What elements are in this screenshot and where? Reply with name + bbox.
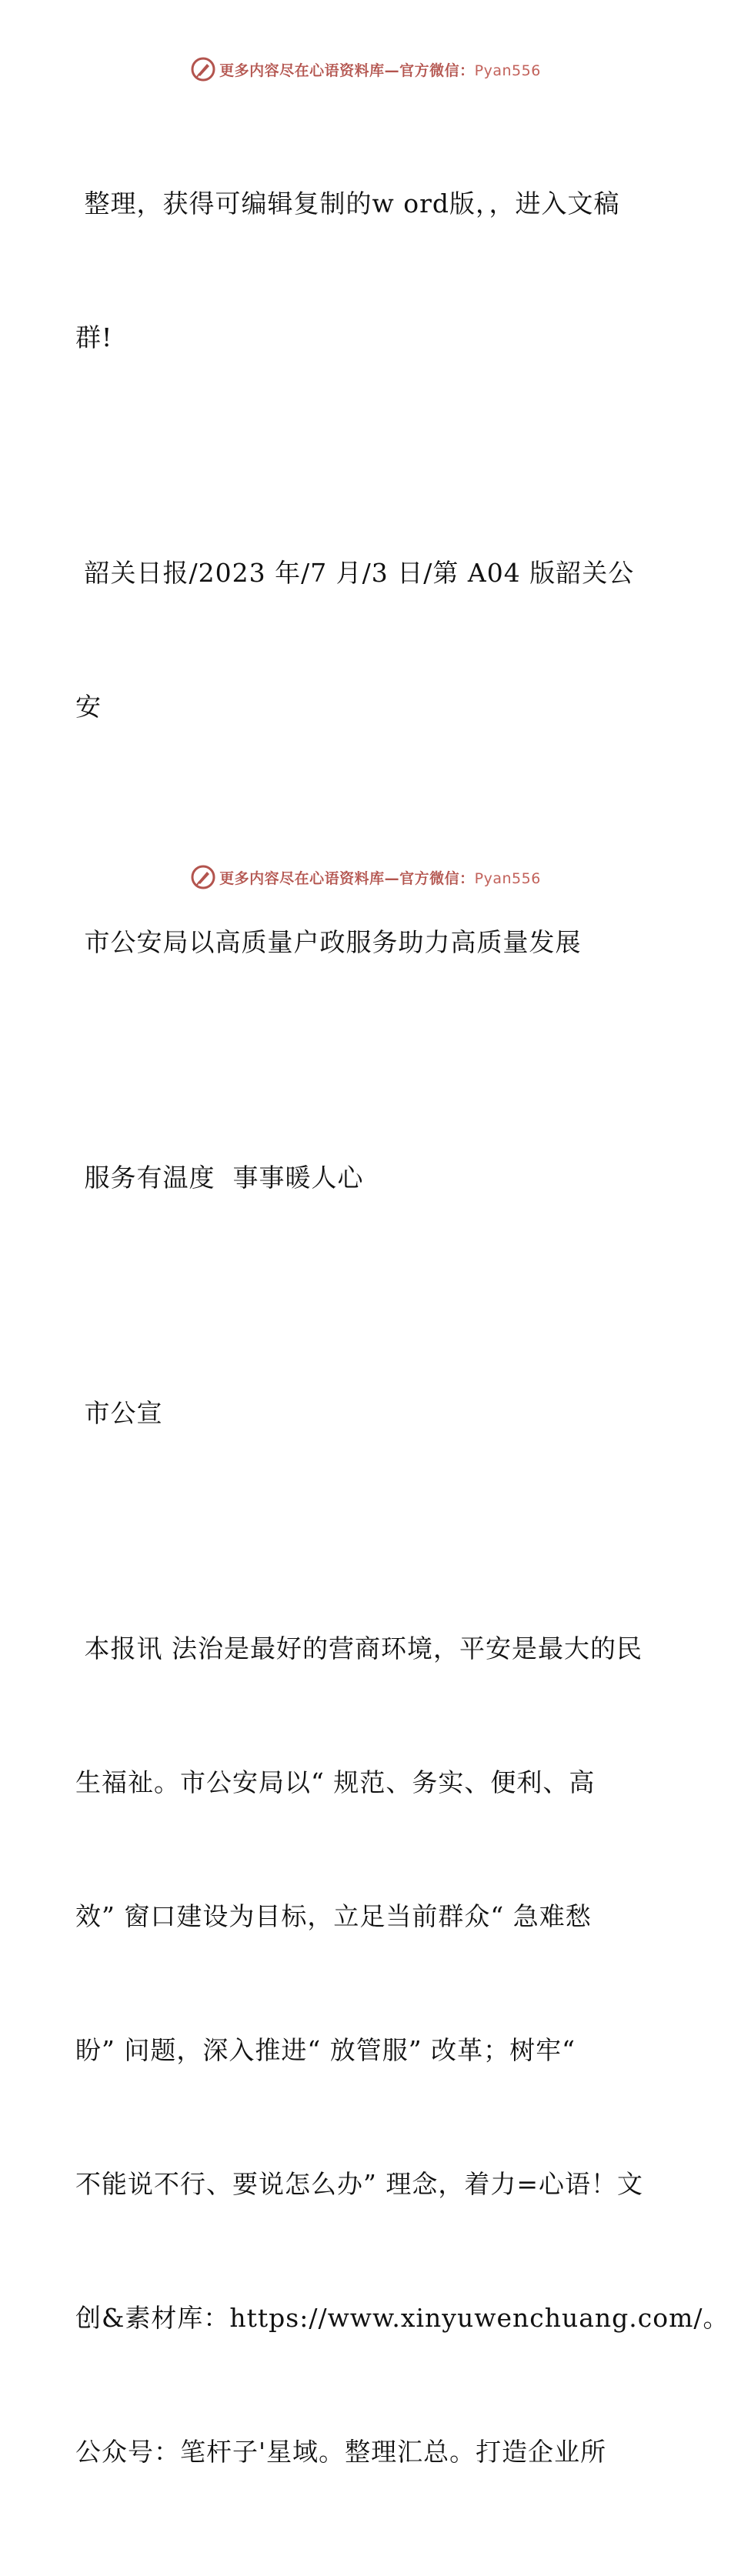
subheadline <box>75 1066 660 1290</box>
watermark-text <box>219 59 541 80</box>
text-line: 效” 窗口建设为目标，立足当前群众“ 急难愁 <box>75 1901 592 1931</box>
text-line: 服务有温度 事事暖人心 <box>75 1163 364 1193</box>
text-line: 公众号：笔杆子'星域。整理汇总。打造企业所 <box>75 2437 607 2467</box>
watermark-handle: Pyan556 <box>474 62 541 79</box>
text-line: 群! <box>75 322 113 352</box>
text-line: 韶关日报/2023 年/7 月/3 日/第 A04 版韶关公 <box>75 558 635 588</box>
watermark-text <box>219 867 541 888</box>
text-line: 本报讯 法治是最好的营商环境，平安是最大的民 <box>75 1633 643 1663</box>
text-line: 市公宣 <box>75 1398 163 1428</box>
source-line <box>75 462 660 819</box>
watermark-handle: Pyan556 <box>474 869 541 887</box>
text-line: 整理，获得可编辑复制的w ord版，，进入文稿 <box>75 189 620 219</box>
text-line: 市公安局以高质量户政服务助力高质量发展 <box>75 927 582 957</box>
watermark-caption: 更多内容尽在心语资料库—官方微信： <box>219 869 475 887</box>
intro-paragraph <box>75 92 660 449</box>
watermark-banner-bottom <box>0 862 731 893</box>
quill-logo-icon <box>190 864 216 890</box>
text-line: 安 <box>75 692 102 722</box>
text-line: 创&素材库：https://www.xinyuwenchuang.com/。 <box>75 2303 729 2333</box>
text-line: 生福祉。市公安局以“ 规范、务实、便利、高 <box>75 1767 596 1797</box>
watermark-caption: 更多内容尽在心语资料库—官方微信： <box>219 62 475 79</box>
text-line: 盼” 问题，深入推进“ 放管服” 改革；树牢“ <box>75 2035 576 2065</box>
quill-logo-icon <box>190 56 216 82</box>
byline <box>75 1302 660 1525</box>
document-body <box>75 92 729 2576</box>
text-line: 不能说不行、要说怎么办” 理念，着力=心语！文 <box>75 2169 644 2199</box>
watermark-banner-top <box>0 54 731 85</box>
body-paragraph <box>75 1537 729 2564</box>
